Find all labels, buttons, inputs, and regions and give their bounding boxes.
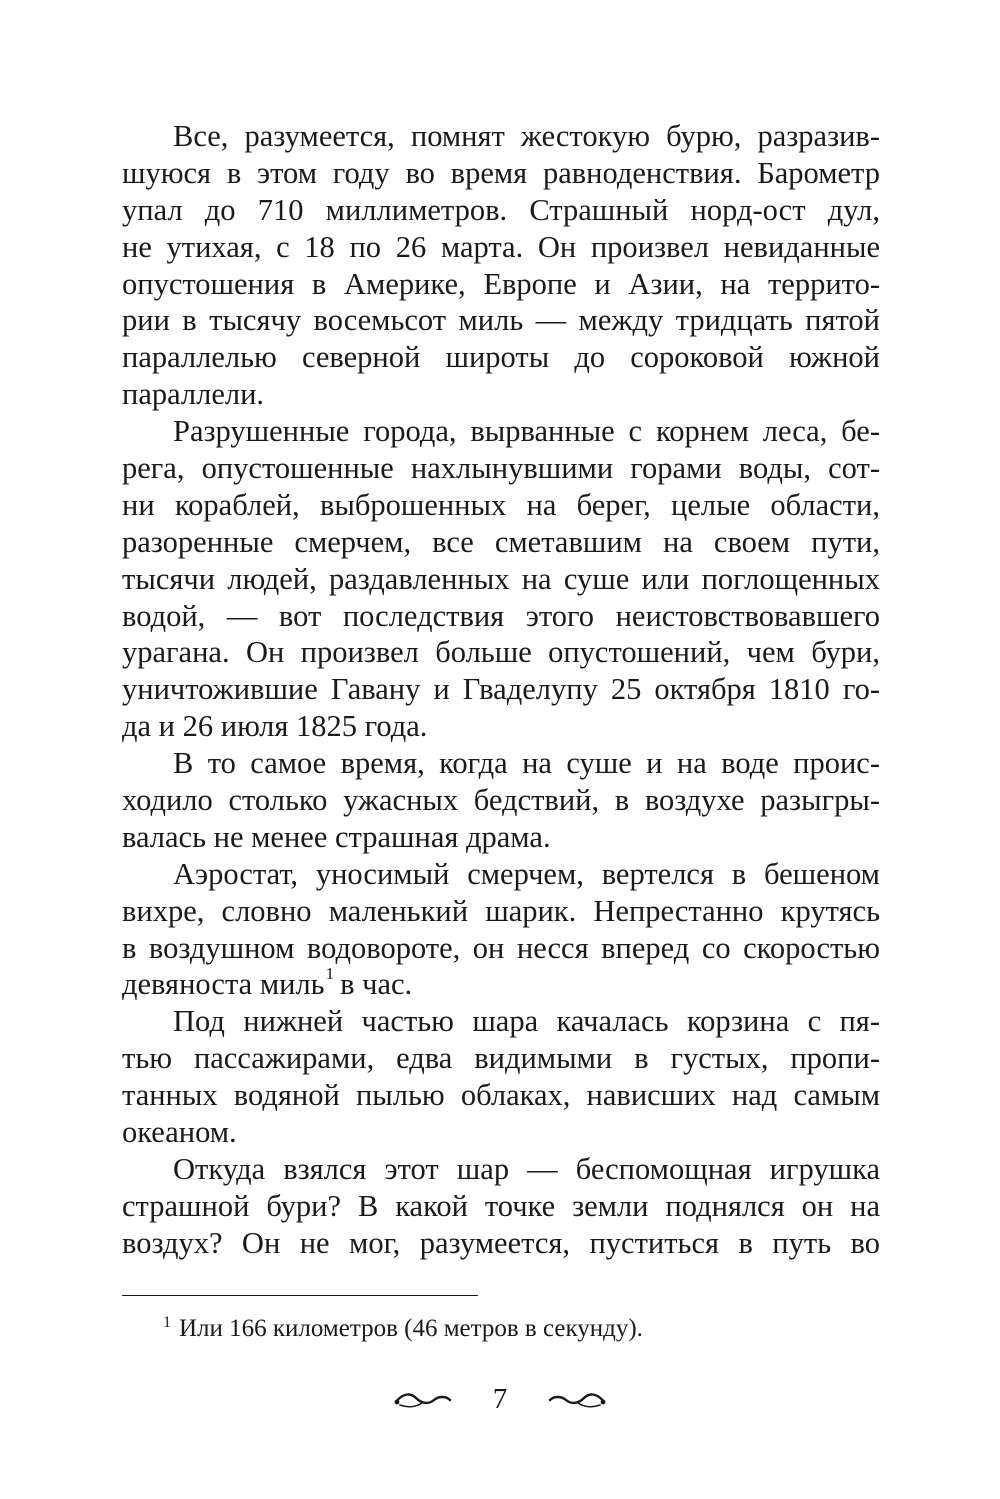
text-line: Под нижней частью шара качалась корзина с пя-: [173, 1004, 880, 1039]
text-line: рега, опустошенные нахлынувшими горами воды, сот-: [122, 451, 880, 486]
footnote-text: Или 166 километров (46 метров в секунду).: [179, 1315, 643, 1342]
paragraph-3: [122, 745, 880, 856]
flourish-left-icon: [394, 1388, 452, 1412]
text-line: ходило столько ужасных бедствий, в воздухе разыгры-: [122, 783, 880, 818]
paragraph-6: [122, 1151, 880, 1262]
text-line-with-footnote: [122, 966, 880, 1003]
text-fragment: в час.: [340, 967, 413, 1002]
text-line: упал до 710 миллиметров. Страшный норд-ост дул,: [122, 192, 880, 227]
text-line: страшной бури? В какой точке земли поднялся он на: [122, 1188, 880, 1223]
text-line: опустошения в Америке, Европе и Азии, на террито-: [122, 266, 880, 301]
text-line: водой, — вот последствия этого неистовствовавшего: [122, 598, 880, 633]
footnote: [163, 1314, 643, 1344]
text-line: шуюся в этом году во время равноденствия. Барометр: [122, 155, 880, 190]
paragraph-1: [122, 118, 880, 413]
paragraph-5: [122, 1003, 880, 1151]
footnote-reference[interactable]: 1: [325, 966, 335, 984]
text-line: океаном.: [122, 1115, 237, 1150]
text-line: да и 26 июля 1825 года.: [122, 709, 428, 744]
text-line: Разрушенные города, вырванные с корнем леса, бе-: [173, 414, 880, 449]
body-text: [122, 118, 880, 1262]
footnote-divider: [122, 1295, 478, 1296]
text-line: тью пассажирами, едва видимыми в густых, пропи-: [122, 1041, 880, 1076]
text-line: танных водяной пылью облаках, нависших над самым: [122, 1078, 880, 1113]
text-line: ни кораблей, выброшенных на берег, целые области,: [122, 487, 880, 522]
text-line: вихре, словно маленький шарик. Непрестанно крутясь: [122, 893, 880, 928]
text-line: в воздушном водовороте, он несся вперед со скоростью: [122, 930, 880, 965]
text-line: параллелью северной широты до сороковой южной: [122, 340, 880, 375]
footnote-mark: 1: [163, 1314, 171, 1331]
text-line: уничтожившие Гавану и Гваделупу 25 октября 1810 го-: [122, 672, 880, 707]
paragraph-4: [122, 856, 880, 1004]
text-line: воздух? Он не мог, разумеется, пуститься в путь во: [122, 1225, 880, 1260]
text-line: урагана. Он произвел больше опустошений, чем бури,: [122, 635, 880, 670]
paragraph-2: [122, 413, 880, 745]
text-line: не утихая, с 18 по 26 марта. Он произвел невиданные: [122, 229, 880, 264]
flourish-right-icon: [548, 1388, 606, 1412]
text-line: тысячи людей, раздавленных на суше или поглощенных: [122, 561, 880, 596]
text-fragment: девяноста миль: [122, 967, 325, 1002]
text-line: Откуда взялся этот шар — беспомощная игрушка: [173, 1151, 880, 1186]
text-line: валась не менее страшная драма.: [122, 819, 551, 854]
text-line: разоренные смерчем, все сметавшим на своем пути,: [122, 524, 880, 559]
text-line: Все, разумеется, помнят жестокую бурю, разразив-: [173, 119, 880, 153]
page-footer: [390, 1380, 610, 1420]
text-line: параллели.: [122, 377, 265, 412]
text-line: В то самое время, когда на суше и на воде проис-: [173, 746, 880, 781]
text-line: рии в тысячу восемьсот миль — между тридцать пятой: [122, 303, 880, 338]
text-line: Аэростат, уносимый смерчем, вертелся в бешеном: [173, 856, 880, 891]
page-number: 7: [492, 1383, 508, 1415]
